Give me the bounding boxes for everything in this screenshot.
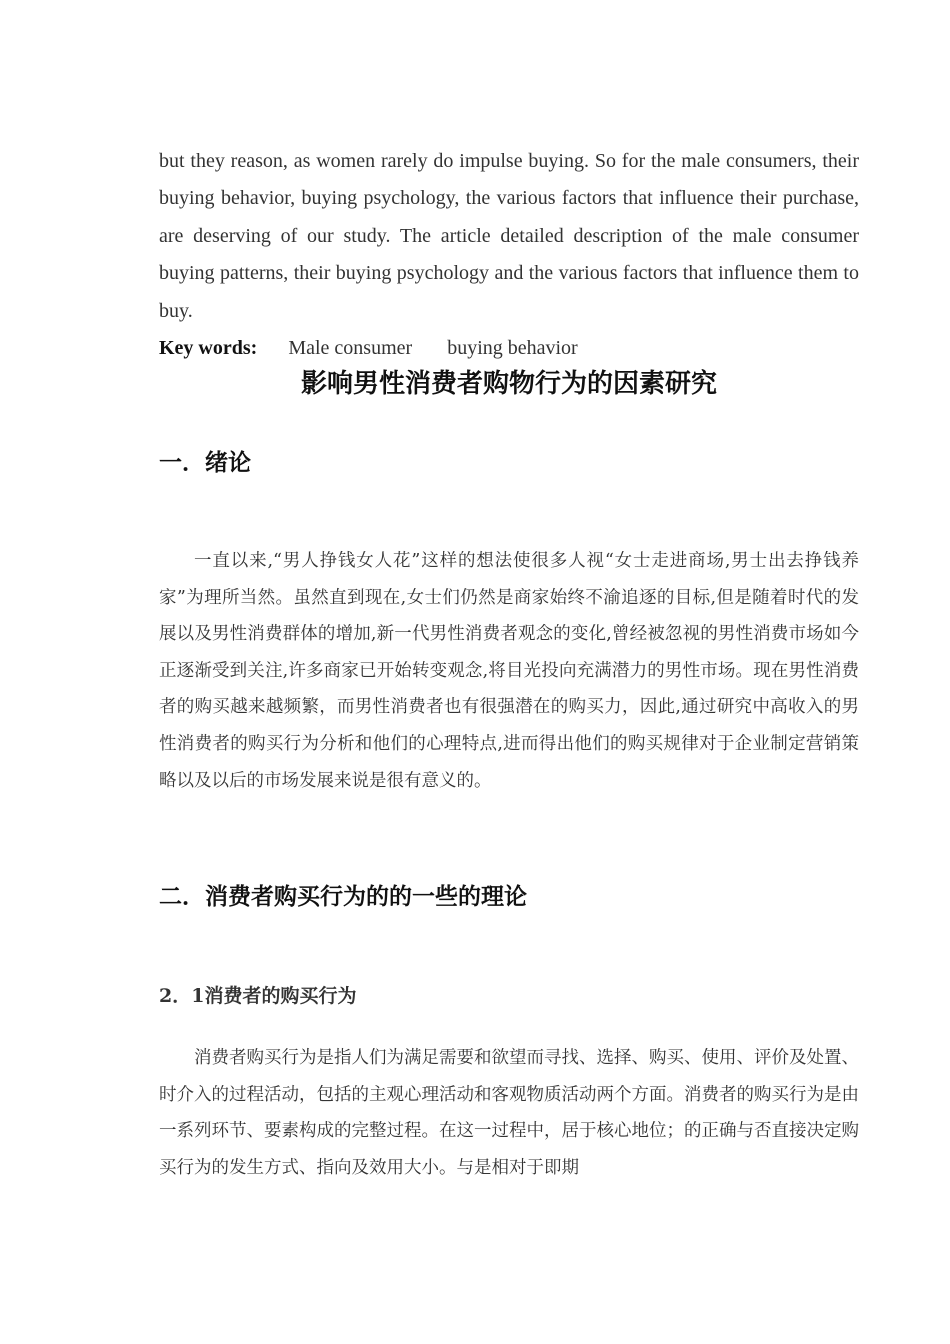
document-title: 影响男性消费者购物行为的因素研究 [300, 369, 717, 399]
introduction-paragraph: 一直以来,“男人挣钱女人花”这样的想法使很多人视“女士走进商场,男士出去挣钱养家”为理所当然。虽然直到现在,女士们仍然是商家始终不渝追逐的目标,但是随着时代的发展以及男性消费群体的增加,新一代男性消费者观念的变化,曾经被忽视的男性消费市场如今正逐渐受到关注,许多商家已开始转变观念,将目光投向充满潜力的男性市场。现在男性消费者的购买越来越频繁，而男性消费者也有很强潜在的购买力，因此,通过研究中高收入的男性消费者的购买行为分析和他们的心理特点,进而得出他们的购买规律对于企业制定营销策略以及以后的市场发展来说是很有意义的。 [159, 551, 859, 791]
abstract-paragraph: but they reason, as women rarely do impulse buying. So for the male consumers, their buying behavior, buying psychology, the various factors that influence their purchase, are deserving of our study. The article detailed description of the male consumer buying patterns, their buying psychology and the various factors that influence them to buy. [159, 150, 859, 322]
subsection-heading-buying-behavior: 2．1消费者的购买行为 [159, 985, 357, 1007]
keywords-line [159, 330, 859, 366]
keyword-item: Male consumer [288, 337, 413, 359]
buying-behavior-paragraph: 消费者购买行为是指人们为满足需要和欲望而寻找、选择、购买、使用、评价及处置、时介入的过程活动，包括的主观心理活动和客观物质活动两个方面。消费者的购买行为是由一系列环节、要素构成的完整过程。在这一过程中，居于核心地位；的正确与否直接决定购买行为的发生方式、指向及效用大小。与是相对于即期 [159, 1048, 859, 1178]
keywords-label: Key words: [159, 337, 258, 359]
section-heading-theory: 二．消费者购买行为的的一些的理论 [159, 884, 527, 910]
keyword-item: buying behavior [447, 337, 578, 359]
section-heading-introduction: 一．绪论 [159, 450, 251, 476]
